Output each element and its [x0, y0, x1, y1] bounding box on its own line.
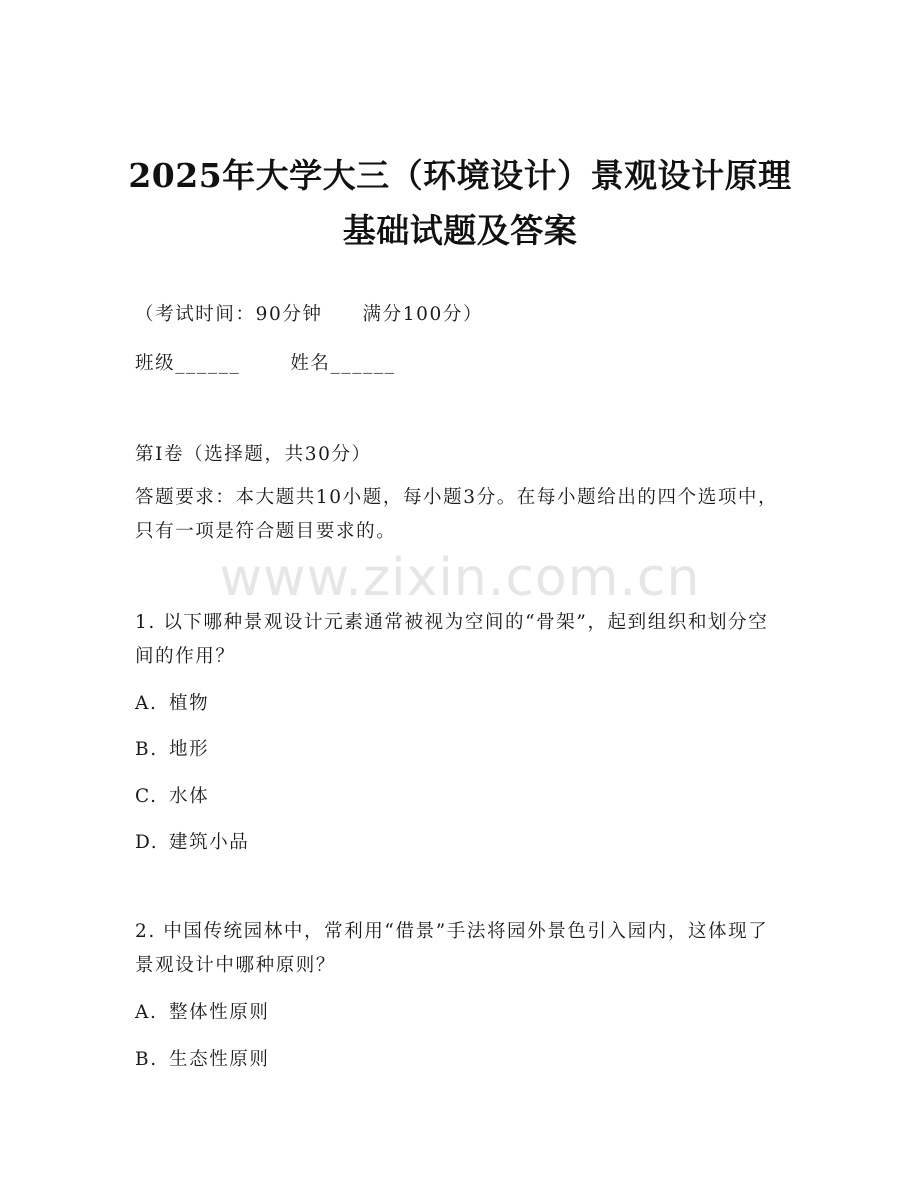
option-letter: B. [135, 1049, 158, 1070]
section-instructions: 答题要求：本大题共10小题，每小题3分。在每小题给出的四个选项中，只有一项是符合题目要求的。 [135, 487, 779, 542]
question-1-option-b [135, 735, 209, 761]
question-2-option-a [135, 998, 270, 1024]
name-field: 姓名______ [290, 353, 396, 374]
question-2-stem: 2. 中国传统园林中，常利用“借景”手法将园外景色引入园内，这体现了景观设计中哪种原则？ [135, 921, 769, 976]
question-1-stem: 1. 以下哪种景观设计元素通常被视为空间的“骨架”，起到组织和划分空间的作用？ [135, 612, 769, 667]
option-letter: A. [135, 693, 158, 714]
exam-full-score: 满分100分） [362, 304, 484, 325]
question-1-option-c [135, 782, 209, 808]
option-text: 整体性原则 [169, 1002, 270, 1023]
option-text: 水体 [169, 786, 210, 807]
option-text: 建筑小品 [169, 832, 250, 853]
exam-time: （考试时间：90分钟 [135, 304, 323, 325]
title-line-2: 基础试题及答案 [342, 211, 578, 250]
watermark: www.zixin.com.cn [219, 548, 701, 608]
question-2-option-b [135, 1045, 270, 1071]
document-title [100, 148, 820, 258]
section-heading: 第I卷（选择题，共30分） [135, 444, 372, 465]
option-letter: A. [135, 1002, 158, 1023]
question-1-option-d [135, 828, 249, 854]
option-letter: C. [135, 786, 158, 807]
class-field: 班级______ [135, 353, 241, 374]
option-text: 植物 [169, 693, 210, 714]
option-letter: B. [135, 739, 158, 760]
title-line-1: 2025年大学大三（环境设计）景观设计原理 [128, 156, 792, 195]
option-letter: D. [135, 832, 159, 853]
question-1-option-a [135, 689, 209, 715]
exam-info [135, 300, 483, 326]
student-fields [135, 349, 396, 375]
option-text: 生态性原则 [169, 1049, 270, 1070]
option-text: 地形 [169, 739, 210, 760]
